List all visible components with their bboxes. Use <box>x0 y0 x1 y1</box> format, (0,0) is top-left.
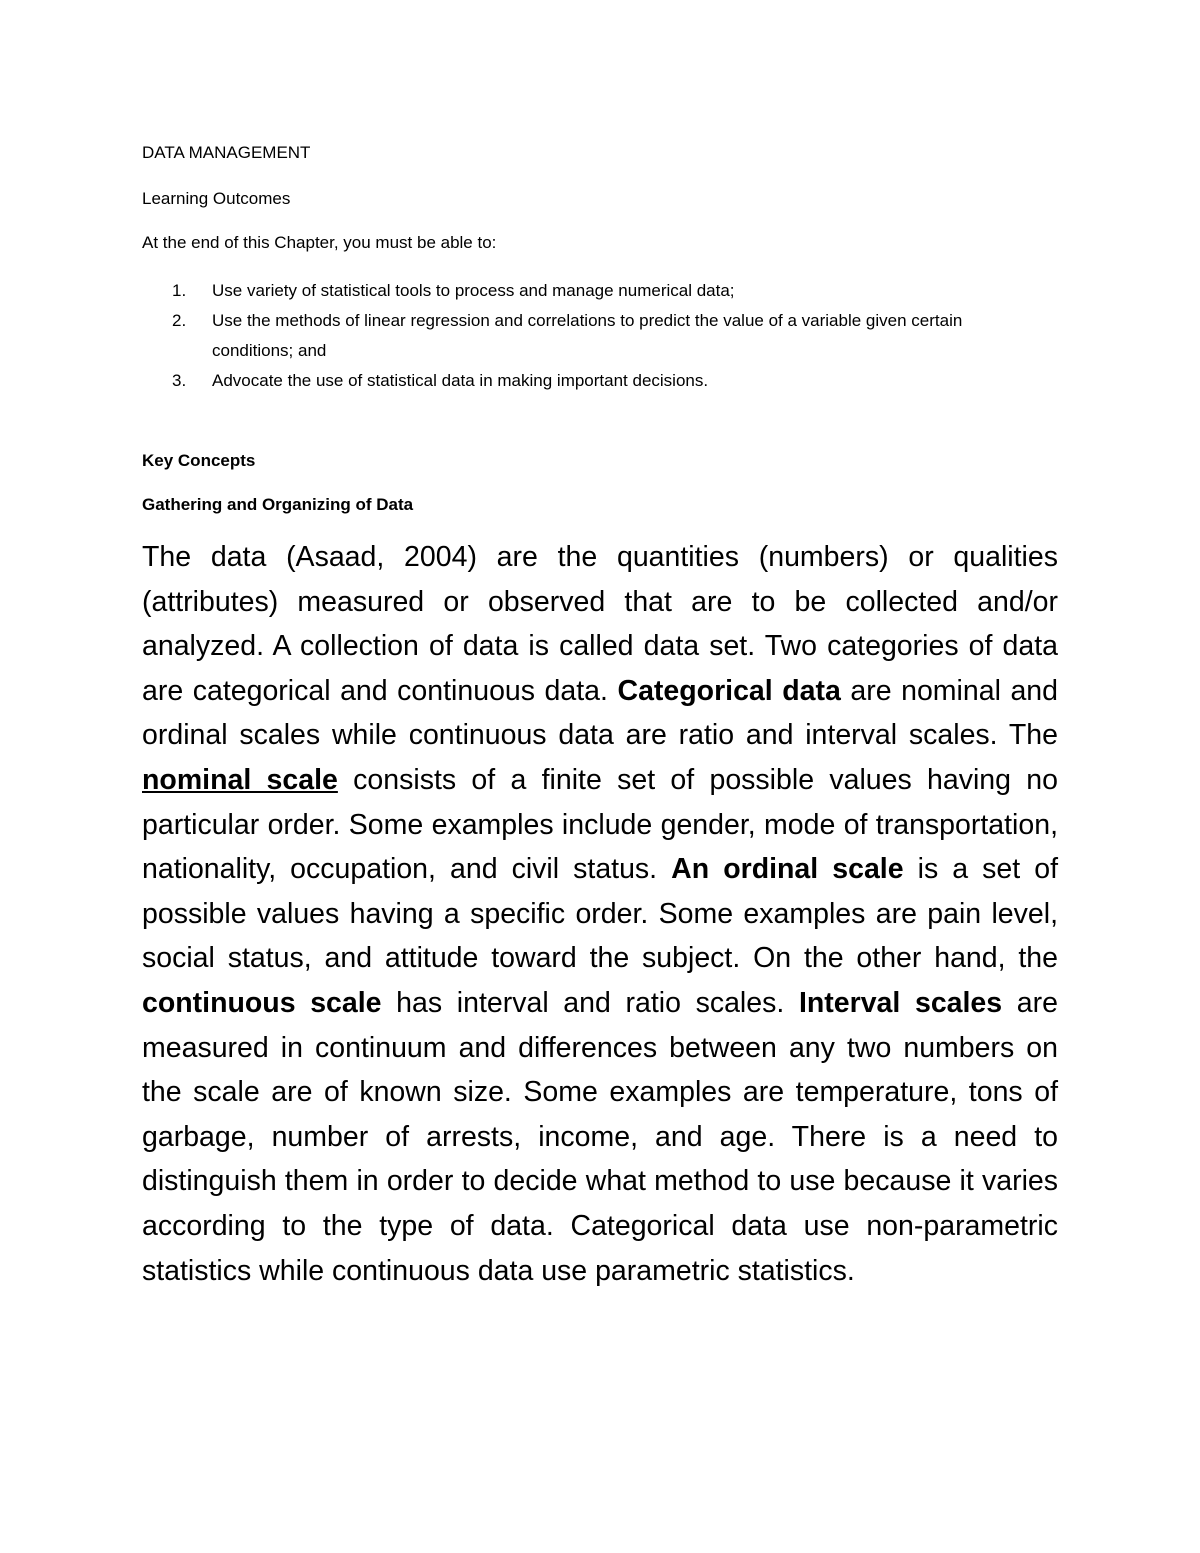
list-number: 3. <box>172 371 187 390</box>
outcomes-intro: At the end of this Chapter, you must be able to: <box>142 233 497 252</box>
term-interval-scales: Interval scales <box>798 986 1003 1019</box>
list-item <box>142 366 1042 396</box>
list-item <box>142 306 1042 366</box>
paragraph-text: are measured in continuum and differences between any two numbers on the scale are of known size. Some examples are temperature, tons of garbage, number of arrests, income, and age. There is a need to distinguish them in order to decide what method to use because it varies according to the type of data. Categorical data use non-parametric statistics while continuous data use parametric statistics. <box>142 986 1058 1287</box>
term-continuous-scale: continuous scale <box>142 986 382 1019</box>
paragraph-text: has interval and ratio scales. <box>381 986 799 1019</box>
paragraph-text: is a set of possible values having a specific order. Some examples are pain level, social status, and attitude toward the subject. On the other hand, the <box>142 853 1058 975</box>
term-categorical-data: Categorical data <box>617 674 841 707</box>
list-text: Use variety of statistical tools to process and manage numerical data; <box>212 281 735 300</box>
main-paragraph <box>142 535 1058 1293</box>
paragraph-text: are nominal and ordinal scales while continuous data are ratio and interval scales. The <box>142 674 1058 752</box>
outcomes-list <box>142 276 1042 396</box>
term-ordinal-scale: An ordinal scale <box>671 853 904 886</box>
list-number: 1. <box>172 281 187 300</box>
list-item <box>142 276 1042 306</box>
list-text: Advocate the use of statistical data in making important decisions. <box>212 371 709 390</box>
document-title: DATA MANAGEMENT <box>142 143 311 162</box>
list-text: Use the methods of linear regression and correlations to predict the value of a variable given certain conditions; and <box>212 311 963 360</box>
list-number: 2. <box>172 311 187 330</box>
term-nominal-scale: nominal scale <box>142 763 338 796</box>
key-concepts-heading: Key Concepts <box>142 451 256 470</box>
learning-outcomes-heading: Learning Outcomes <box>142 189 291 208</box>
paragraph-text: The data (Asaad, 2004) are the quantities (numbers) or qualities (attributes) measured or observed that are to be collected and/or analyzed. A collection of data is called data set. Two categories of data are categorical and continuous data. <box>142 541 1058 707</box>
paragraph-text: consists of a finite set of possible values having no particular order. Some examples include gender, mode of transportation, nationality, occupation, and civil status. <box>142 763 1058 886</box>
gathering-data-subheading: Gathering and Organizing of Data <box>142 495 414 514</box>
